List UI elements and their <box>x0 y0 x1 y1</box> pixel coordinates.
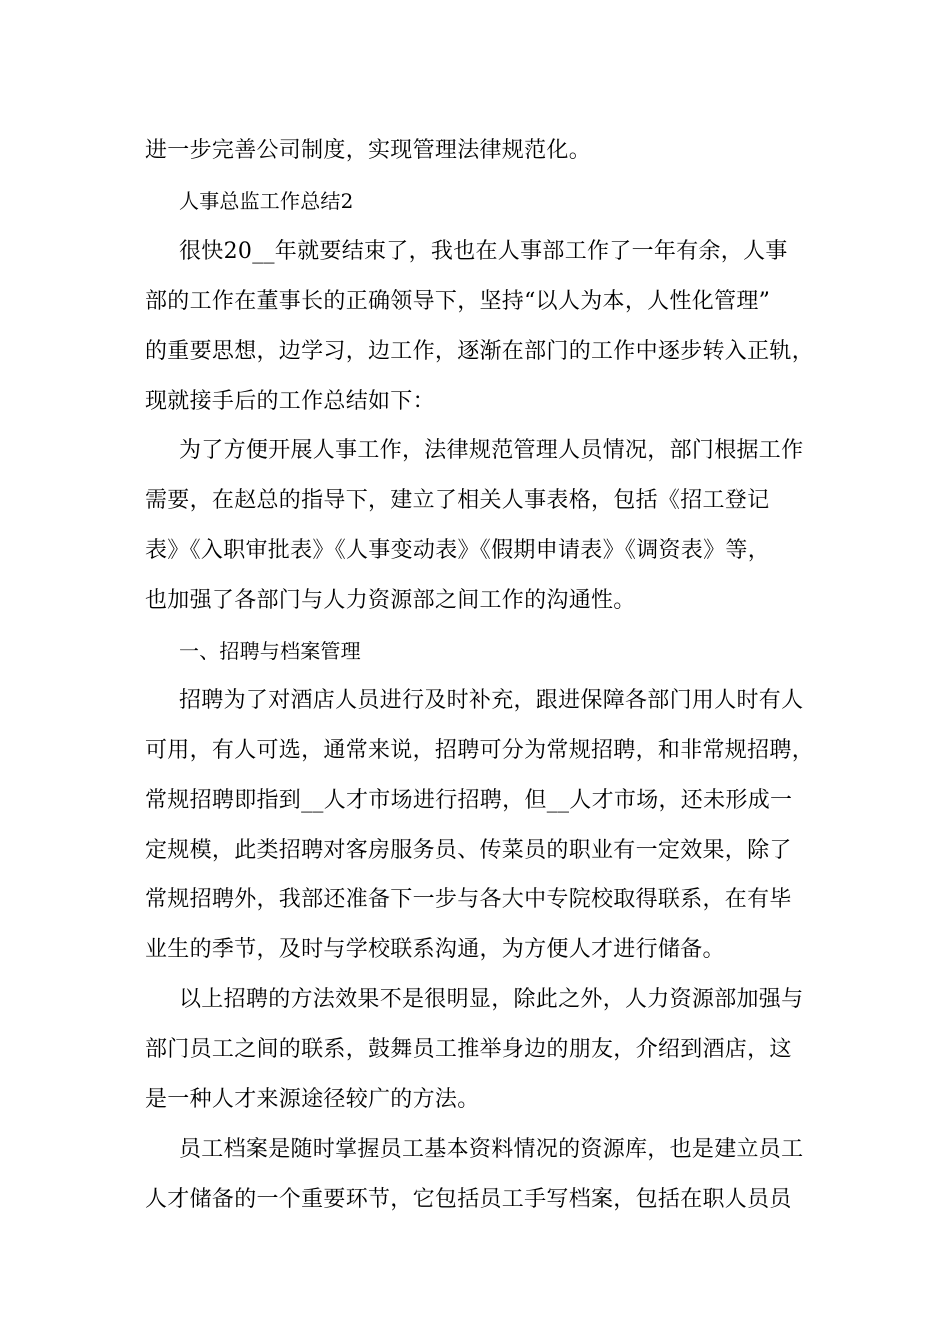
text-line-21: 员工档案是随时掌握员工基本资料情况的资源库，也是建立员工 <box>179 1137 804 1162</box>
text-line-10: 也加强了各部门与人力资源部之间工作的沟通性。 <box>145 588 636 613</box>
text-line-1: 进一步完善公司制度，实现管理法律规范化。 <box>145 138 592 163</box>
subsection-title: 一、招聘与档案管理 <box>179 639 361 663</box>
text-line-5: 的重要思想，边学习，边工作，逐渐在部门的工作中逐步转入正轨， <box>145 339 815 364</box>
section-title: 人事总监工作总结2 <box>179 189 354 213</box>
text-line-17: 业生的季节，及时与学校联系沟通，为方便人才进行储备。 <box>145 937 725 962</box>
text-line-6: 现就接手后的工作总结如下： <box>145 389 435 414</box>
text-line-7: 为了方便开展人事工作，法律规范管理人员情况，部门根据工作 <box>179 438 804 463</box>
text-line-15: 定规模，此类招聘对客房服务员、传菜员的职业有一定效果，除了 <box>145 838 792 863</box>
text-line-12: 招聘为了对酒店人员进行及时补充，跟进保障各部门用人时有人 <box>179 688 804 713</box>
text-line-13: 可用，有人可选，通常来说，招聘可分为常规招聘，和非常规招聘， <box>145 738 815 763</box>
text-line-18: 以上招聘的方法效果不是很明显，除此之外，人力资源部加强与 <box>179 987 804 1012</box>
text-line-22: 人才储备的一个重要环节，它包括员工手写档案，包括在职人员员 <box>145 1187 792 1212</box>
text-line-19: 部门员工之间的联系，鼓舞员工推举身边的朋友，介绍到酒店，这 <box>145 1037 792 1062</box>
text-line-9: 表》《入职审批表》《人事变动表》《假期申请表》《调资表》等， <box>145 538 771 563</box>
text-line-14: 常规招聘即指到__人才市场进行招聘，但__人才市场，还未形成一 <box>145 788 793 813</box>
text-line-16: 常规招聘外，我部还准备下一步与各大中专院校取得联系，在有毕 <box>145 887 792 912</box>
text-line-20: 是一种人才来源途径较广的方法。 <box>145 1087 480 1112</box>
text-line-3: 很快20__年就要结束了，我也在人事部工作了一年有余，人事 <box>179 239 788 264</box>
text-line-8: 需要，在赵总的指导下，建立了相关人事表格，包括《招工登记 <box>145 488 770 513</box>
text-line-4: 部的工作在董事长的正确领导下，坚持“以人为本，人性化管理” <box>145 289 771 314</box>
